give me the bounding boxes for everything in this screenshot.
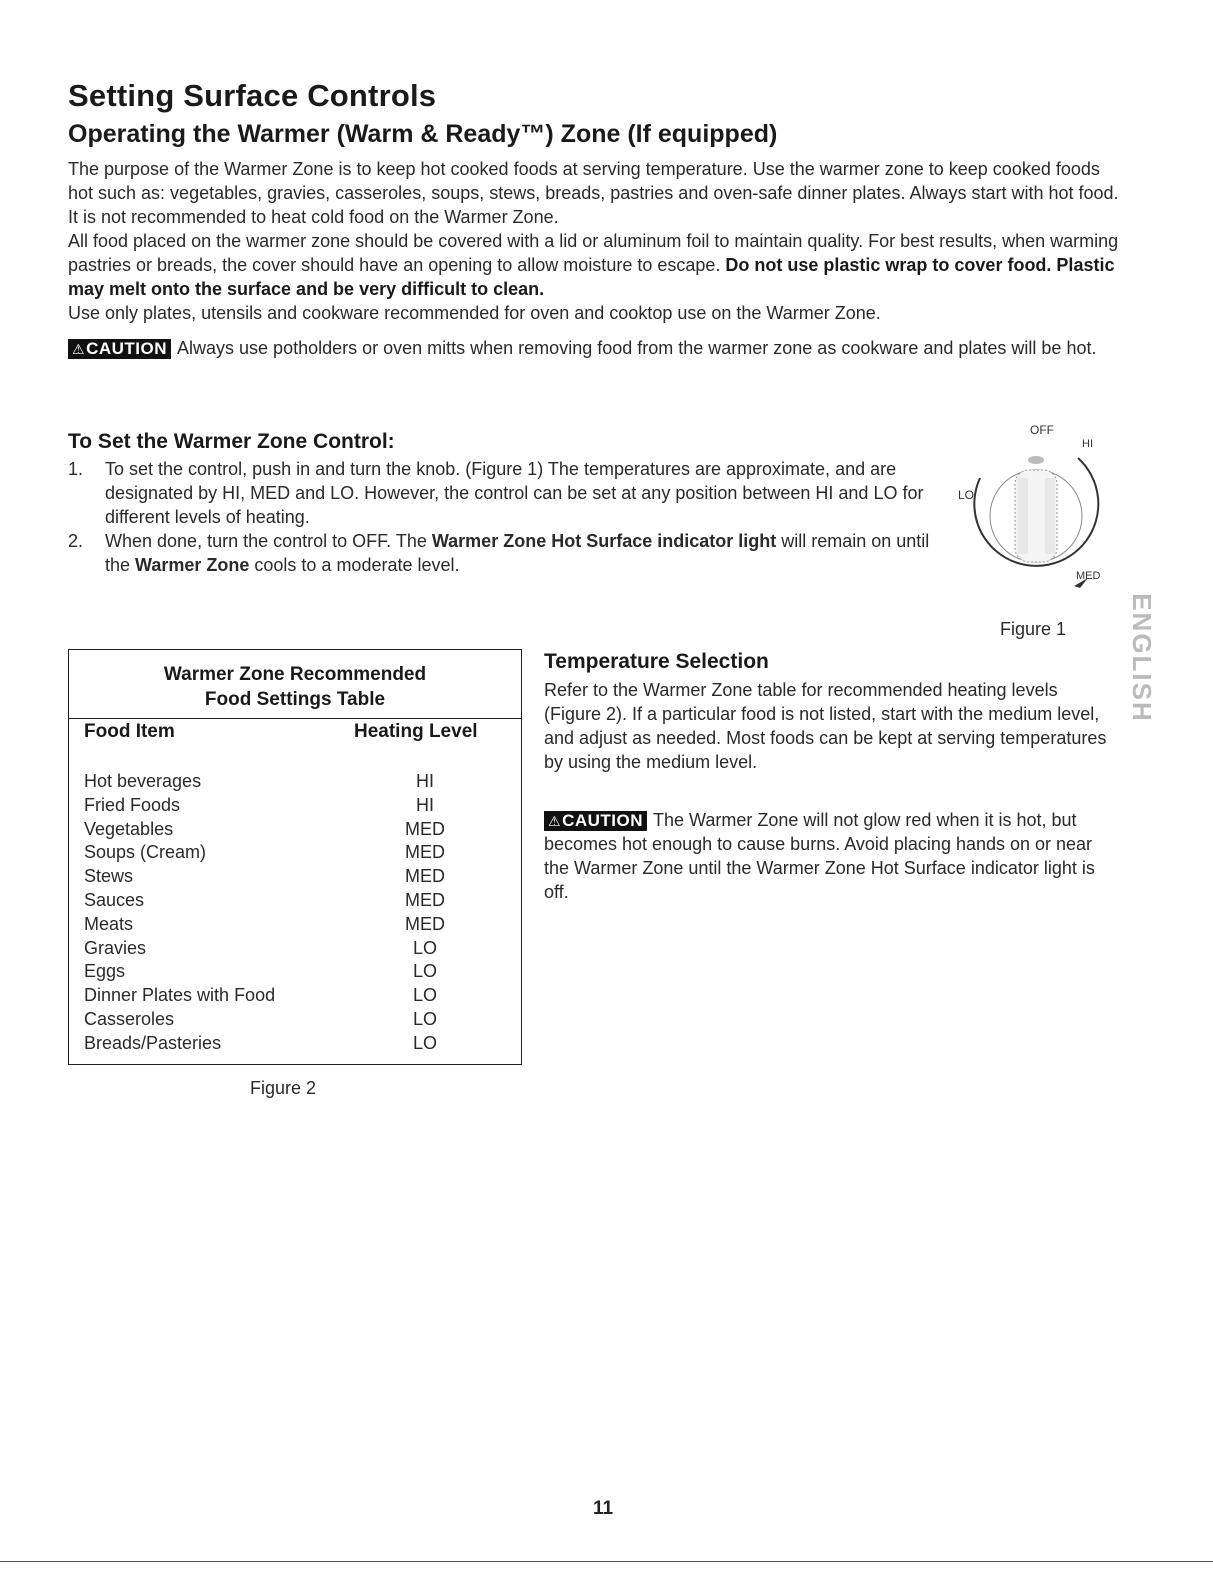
knob-label-lo: LO bbox=[958, 488, 975, 502]
caution-label: CAUTION bbox=[562, 811, 644, 830]
table-row bbox=[69, 961, 521, 985]
column-header-heating-level: Heating Level bbox=[354, 721, 478, 742]
intro-paragraph-2-plain: All food placed on the warmer zone should be covered with a lid or aluminum foil to maintain quality. For best results, when warming pastries or breads, the cover should have an opening to allow moisture to escape. bbox=[68, 231, 1119, 275]
heating-level-cell: LO bbox=[412, 1032, 437, 1053]
section-title: Operating the Warmer (Warm & Ready™) Zone (If equipped) bbox=[68, 120, 778, 148]
intro-paragraph-2 bbox=[68, 229, 1128, 301]
table-row bbox=[69, 771, 521, 795]
heating-level-cell: LO bbox=[412, 937, 437, 958]
food-item-cell: Sauces bbox=[84, 890, 145, 910]
food-item-cell: Hot beverages bbox=[84, 771, 202, 791]
heating-level-cell: MED bbox=[405, 890, 445, 910]
intro-paragraph-1: The purpose of the Warmer Zone is to keep hot cooked foods at serving temperature. Use the warmer zone to keep cooked foods hot such as: vegetables, gravies, casseroles, soups, stews, breads, pastries and oven-safe dinner plates. Always start with hot food. It is not recommended to heat cold food on the Warmer Zone. bbox=[68, 159, 1119, 227]
heating-level-cell: HI bbox=[416, 771, 434, 791]
table-row bbox=[69, 938, 521, 962]
food-item-cell: Breads/Pasteries bbox=[84, 1032, 222, 1053]
table-row bbox=[69, 842, 521, 866]
food-item-cell: Fried Foods bbox=[84, 794, 181, 815]
table-title bbox=[69, 650, 521, 719]
heating-level-cell: LO bbox=[412, 961, 437, 982]
heating-level-cell: MED bbox=[405, 818, 445, 839]
warmer-knob-diagram bbox=[950, 418, 1110, 598]
warning-triangle-icon: ⚠ bbox=[72, 341, 86, 357]
table-row bbox=[69, 795, 521, 819]
step-bold-a: Warmer Zone Hot Surface indicator light bbox=[431, 531, 777, 551]
food-settings-table bbox=[68, 649, 522, 1065]
caution-text: Always use potholders or oven mitts when removing food from the warmer zone as cookware and plates will be hot. bbox=[177, 338, 1097, 358]
step-text-b: will remain on until the bbox=[105, 531, 930, 575]
step-text-c: cools to a moderate level. bbox=[249, 555, 460, 575]
food-item-cell: Casseroles bbox=[84, 1009, 175, 1029]
food-item-cell: Stews bbox=[84, 866, 134, 887]
intro-paragraph-3: Use only plates, utensils and cookware recommended for oven and cooktop use on the Warmer Zone. bbox=[68, 303, 881, 323]
step-number: 2. bbox=[68, 531, 84, 551]
column-header-food-item: Food Item bbox=[84, 721, 175, 742]
side-tab-label: ENGLISH bbox=[1127, 593, 1157, 723]
heating-level-cell: MED bbox=[405, 866, 445, 887]
caution-label: CAUTION bbox=[86, 339, 168, 358]
temperature-selection bbox=[544, 650, 1119, 774]
bottom-rule bbox=[0, 1561, 1213, 1562]
page-number: 11 bbox=[593, 1498, 614, 1519]
warning-triangle-icon: ⚠ bbox=[548, 813, 562, 829]
caution-note-2 bbox=[544, 808, 1119, 904]
page-title: Setting Surface Controls bbox=[68, 78, 437, 113]
food-item-cell: Meats bbox=[84, 913, 134, 934]
step-2 bbox=[68, 529, 938, 577]
food-item-cell: Eggs bbox=[84, 961, 126, 982]
language-side-tab bbox=[1124, 588, 1160, 728]
table-row bbox=[69, 985, 521, 1009]
figure-1-caption: Figure 1 bbox=[1000, 619, 1067, 639]
temperature-selection-heading: Temperature Selection bbox=[544, 650, 769, 673]
caution-badge bbox=[68, 339, 171, 359]
step-bold-b: Warmer Zone bbox=[135, 555, 250, 575]
table-title-line-2: Food Settings Table bbox=[204, 689, 386, 710]
food-item-cell: Dinner Plates with Food bbox=[84, 985, 276, 1006]
table-title-line-1: Warmer Zone Recommended bbox=[163, 664, 427, 685]
heating-level-cell: MED bbox=[405, 913, 445, 934]
set-control-steps bbox=[68, 457, 938, 577]
caution-badge bbox=[544, 811, 647, 831]
heating-level-cell: LO bbox=[412, 985, 437, 1006]
knob-label-hi: HI bbox=[1082, 438, 1093, 450]
table-row bbox=[69, 819, 521, 843]
table-row bbox=[69, 1033, 521, 1057]
food-item-cell: Soups (Cream) bbox=[84, 842, 207, 863]
heating-level-cell: MED bbox=[405, 842, 445, 863]
caution-text: The Warmer Zone will not glow red when it is hot, but becomes hot enough to cause burns. Avoid placing hands on or near the Warmer Zone until the Warmer Zone Hot Surface indicator light is off. bbox=[544, 810, 1095, 902]
step-number: 1. bbox=[68, 459, 84, 479]
table-row bbox=[69, 1009, 521, 1033]
table-row bbox=[69, 866, 521, 890]
intro-text bbox=[68, 157, 1128, 360]
table-row bbox=[69, 914, 521, 938]
table-header-row bbox=[69, 719, 521, 771]
heating-level-cell: LO bbox=[412, 1009, 437, 1029]
table-row bbox=[69, 890, 521, 914]
step-text: To set the control, push in and turn the knob. (Figure 1) The temperatures are approximate, and are designated by HI, MED and LO. However, the control can be set at any position between HI and LO for different levels of heating. bbox=[105, 459, 924, 527]
plastic-wrap-warning: Do not use plastic wrap to cover food. Plastic may melt onto the surface and be very difficult to clean. bbox=[68, 255, 1115, 299]
food-item-cell: Vegetables bbox=[84, 818, 174, 839]
knob-label-off: OFF bbox=[1030, 423, 1054, 437]
food-item-cell: Gravies bbox=[84, 937, 147, 958]
figure-2-caption: Figure 2 bbox=[250, 1078, 317, 1098]
step-text-a: When done, turn the control to OFF. The bbox=[105, 531, 432, 551]
caution-note-1 bbox=[68, 336, 1128, 360]
knob-label-med: MED bbox=[1076, 570, 1101, 582]
step-1 bbox=[68, 457, 938, 529]
set-control-heading: To Set the Warmer Zone Control: bbox=[68, 430, 395, 453]
heating-level-cell: HI bbox=[416, 794, 434, 815]
temperature-selection-text: Refer to the Warmer Zone table for recommended heating levels (Figure 2). If a particular food is not listed, start with the medium level, and adjust as needed. Most foods can be kept at serving temperatures by using the medium level. bbox=[544, 680, 1107, 772]
